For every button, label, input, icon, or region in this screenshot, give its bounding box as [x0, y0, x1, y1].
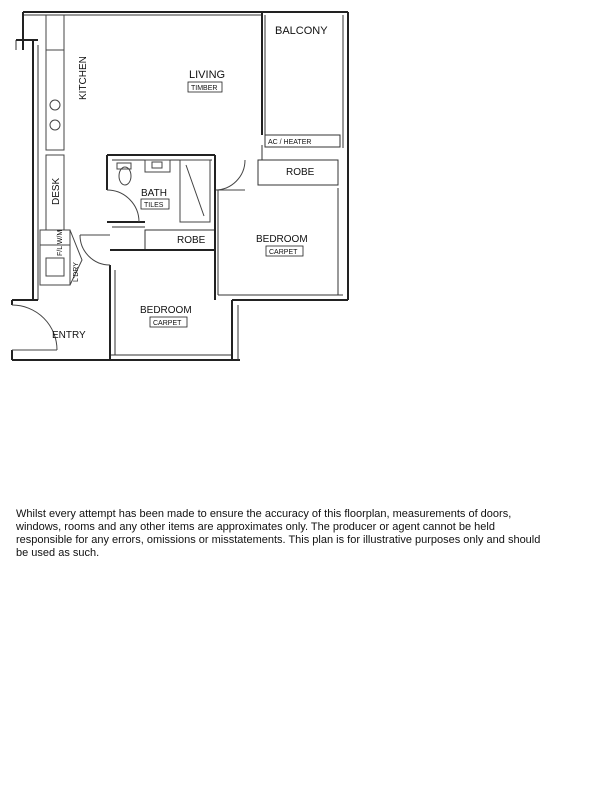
kitchen-label: KITCHEN	[78, 56, 89, 100]
desk-label: DESK	[51, 177, 62, 205]
ac-heater-label: AC / HEATER	[268, 139, 312, 146]
bath-label: BATH	[141, 188, 167, 199]
kitchen-counter	[46, 15, 64, 150]
entry-label: ENTRY	[52, 330, 86, 341]
balcony-label: BALCONY	[275, 25, 328, 37]
bedroom-2-label: BEDROOM	[256, 234, 308, 245]
bath-finish-label: TILES	[144, 202, 164, 209]
laundry-label: L'DRY	[73, 262, 80, 282]
bedroom-2-door	[215, 160, 245, 190]
fl-wm-label: F/L W/M	[57, 229, 64, 256]
living-finish-label: TIMBER	[191, 85, 218, 92]
bedroom-2-finish-label: CARPET	[269, 249, 298, 256]
robe-hall-label: ROBE	[177, 235, 206, 246]
bedroom-1-label: BEDROOM	[140, 305, 192, 316]
floorplan	[0, 0, 609, 370]
living-label: LIVING	[189, 69, 226, 81]
disclaimer-text: Whilst every attempt has been made to ensure the accuracy of this floorplan, measurements of doors, windows, rooms and any other items are approximates only. The producer or agent cannot be held responsible for any errors, omissions or misstatements. This plan is for illustrative purposes only and should be used as such.	[16, 508, 541, 559]
robe-bedroom-2-label: ROBE	[286, 167, 315, 178]
entry-door	[12, 305, 57, 350]
bedroom-1-finish-label: CARPET	[153, 320, 182, 327]
